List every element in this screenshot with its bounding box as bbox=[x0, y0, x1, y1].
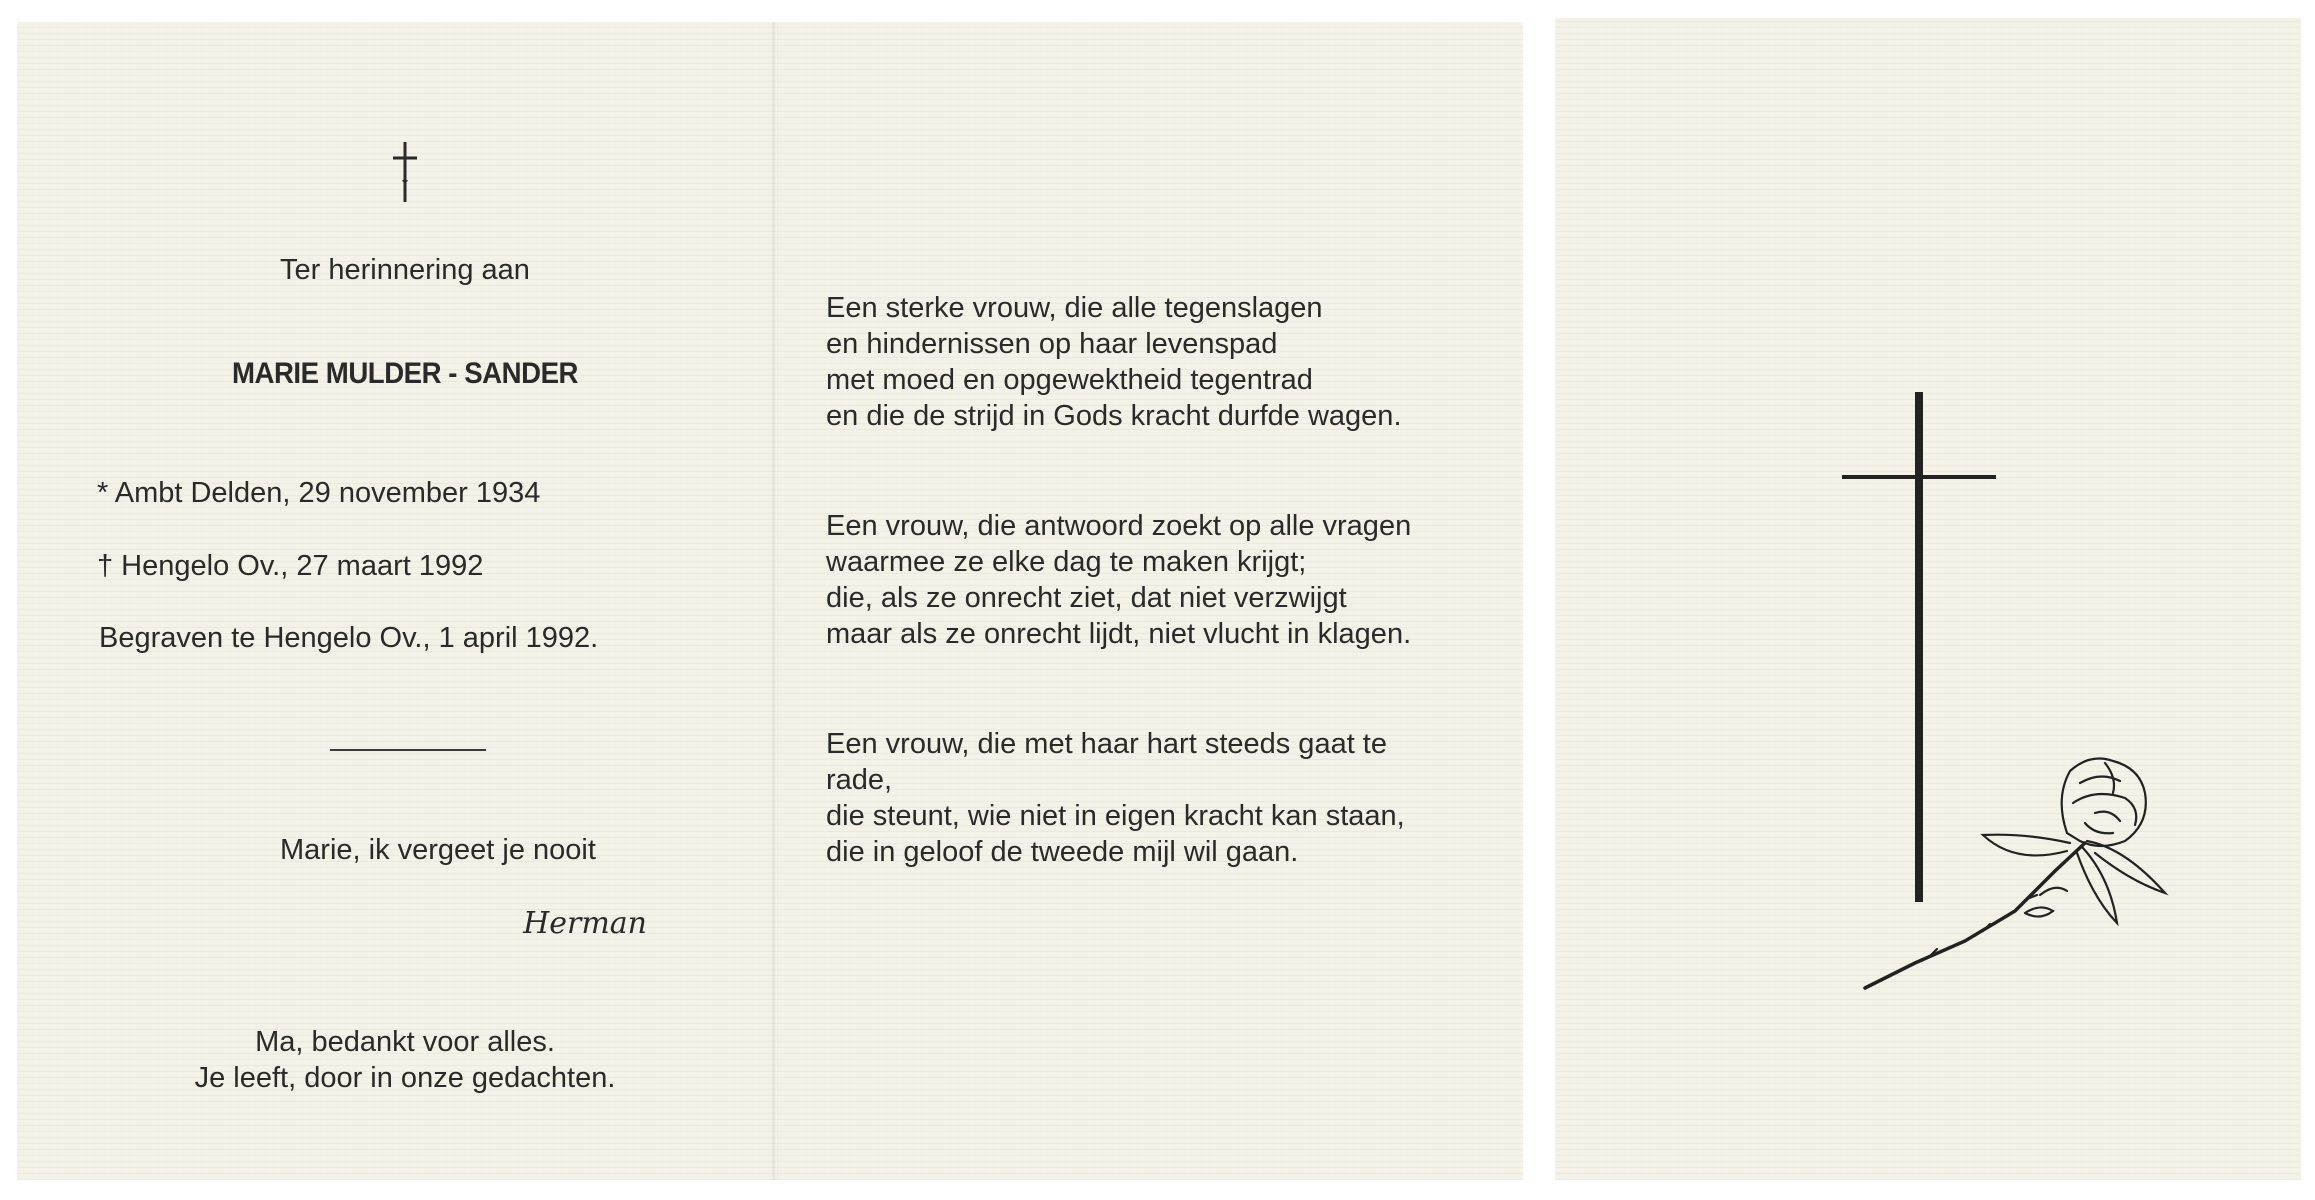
rose-icon bbox=[1855, 753, 2175, 1003]
poem-line: Een sterke vrouw, die alle tegenslagen bbox=[826, 292, 1323, 324]
poem-line: en hindernissen op haar levenspad bbox=[826, 328, 1278, 360]
poem-line: die, als ze onrecht ziet, dat niet verzwijgt bbox=[826, 582, 1347, 614]
poem-line: maar als ze onrecht lijdt, niet vlucht in klagen. bbox=[826, 618, 1412, 650]
birth-line: * Ambt Delden, 29 november 1934 bbox=[97, 477, 541, 509]
poem-line: Een vrouw, die met haar hart steeds gaat te bbox=[826, 728, 1387, 760]
poem-stanza-2 bbox=[826, 508, 1411, 652]
small-cross-icon bbox=[390, 140, 420, 204]
poem-stanza-1 bbox=[826, 290, 1402, 434]
closing-line-1: Ma, bedankt voor alles. bbox=[255, 1026, 555, 1058]
deceased-name: MARIE MULDER - SANDER bbox=[231, 357, 579, 390]
signature-herman: Herman bbox=[523, 906, 647, 941]
divider-line bbox=[330, 749, 486, 751]
dedication-text: Marie, ik vergeet je nooit bbox=[280, 834, 596, 866]
closing-line-2: Je leeft, door in onze gedachten. bbox=[194, 1062, 616, 1094]
poem-line: waarmee ze elke dag te maken krijgt; bbox=[826, 546, 1307, 578]
burial-line: Begraven te Hengelo Ov., 1 april 1992. bbox=[99, 622, 599, 654]
memorial-card-inner-spread bbox=[17, 22, 1523, 1180]
poem-line: en die de strijd in Gods kracht durfde wagen. bbox=[826, 400, 1402, 432]
death-line: † Hengelo Ov., 27 maart 1992 bbox=[97, 550, 484, 582]
poem-line: rade, bbox=[826, 764, 893, 796]
memorial-card-front-cover bbox=[1555, 18, 2301, 1180]
poem-line: die in geloof de tweede mijl wil gaan. bbox=[826, 836, 1299, 868]
card-fold bbox=[772, 22, 778, 1180]
poem-line: met moed en opgewektheid tegentrad bbox=[826, 364, 1313, 396]
poem-line: Een vrouw, die antwoord zoekt op alle vragen bbox=[826, 510, 1412, 542]
poem-stanza-3 bbox=[826, 726, 1405, 870]
poem-line: die steunt, wie niet in eigen kracht kan staan, bbox=[826, 800, 1405, 832]
intro-text: Ter herinnering aan bbox=[280, 254, 530, 286]
